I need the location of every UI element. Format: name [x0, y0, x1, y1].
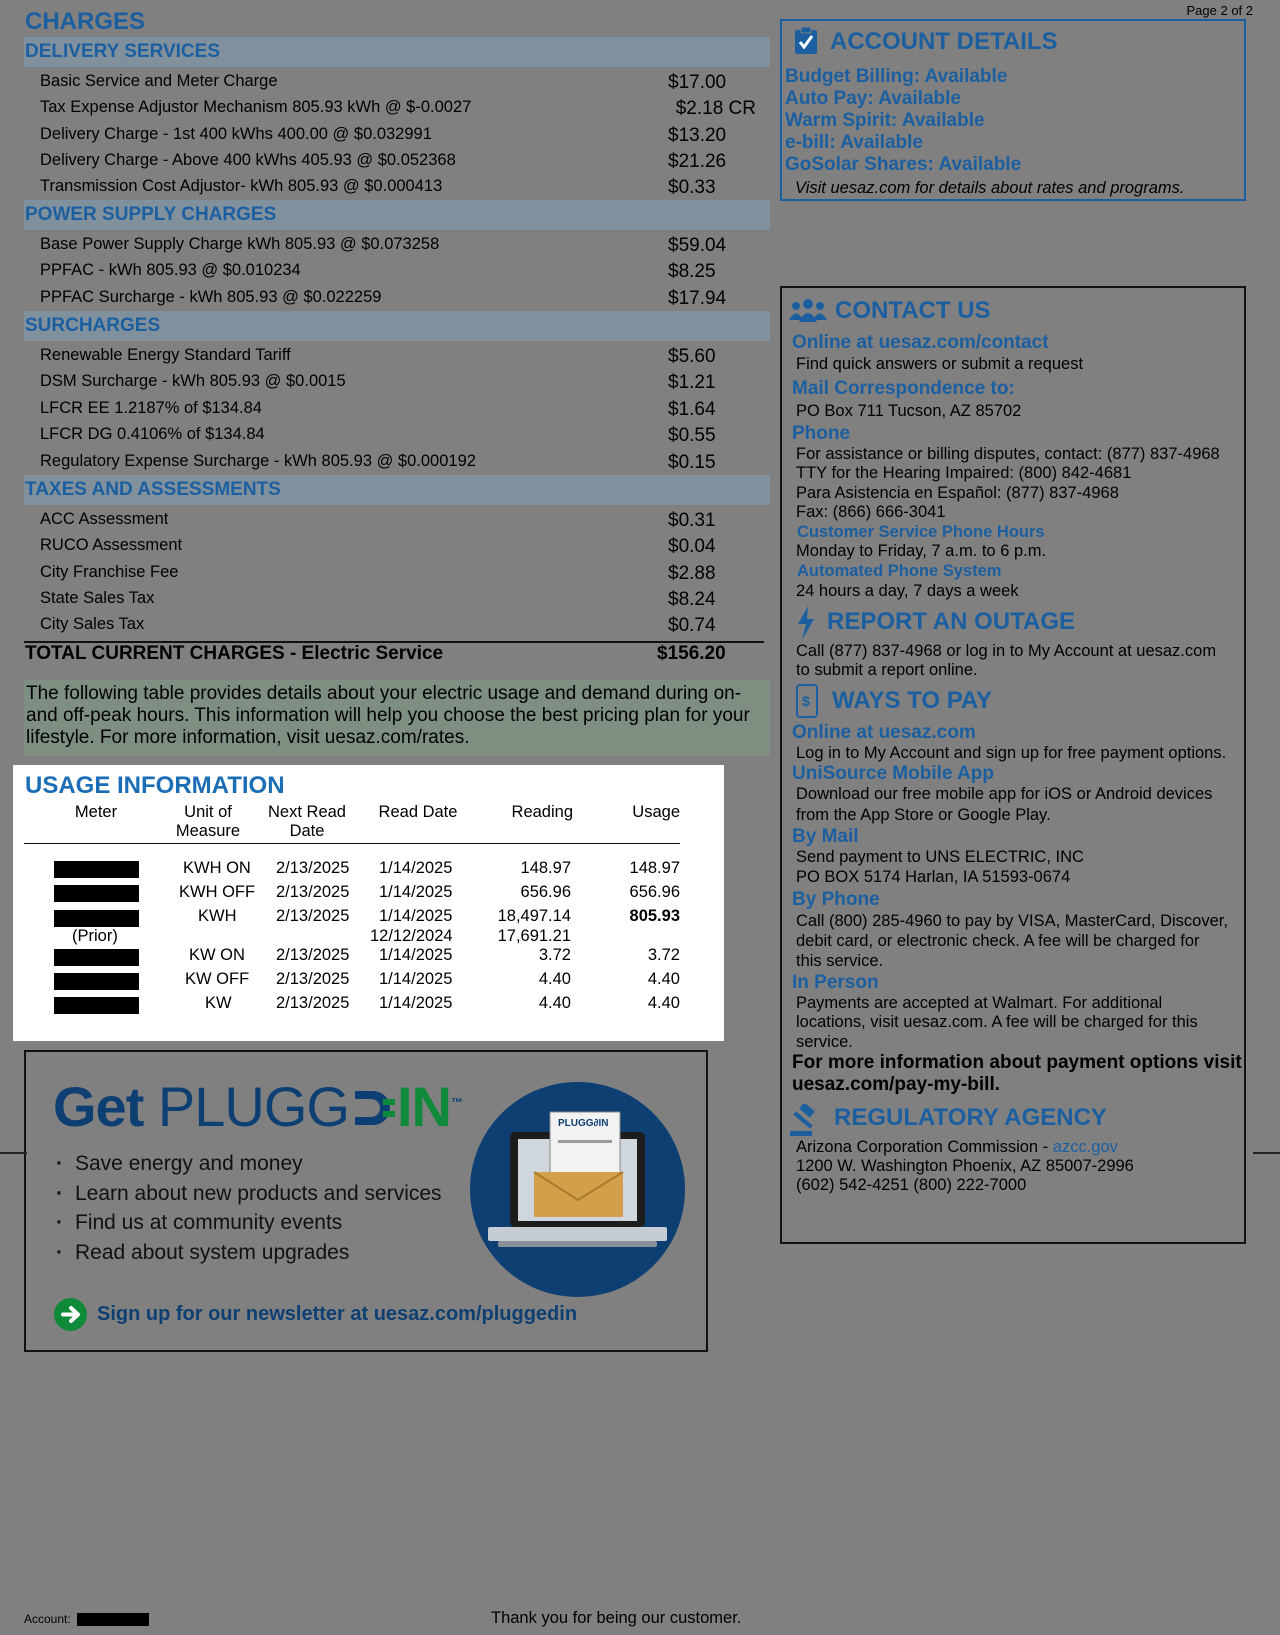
usage-cell: 656.96	[629, 883, 680, 901]
unit-cell: KWH ON	[183, 859, 251, 877]
list-item: · Find us at community events	[56, 1211, 442, 1241]
unit-cell: KW ON	[189, 946, 245, 964]
taxes-heading: TAXES AND ASSESSMENTS	[24, 475, 770, 505]
gavel-icon	[790, 1104, 824, 1141]
phone-line: TTY for the Hearing Impaired: (800) 842-4681	[796, 464, 1132, 482]
phone-hours-heading: Customer Service Phone Hours	[797, 523, 1045, 541]
read-date-cell: 1/14/2025	[379, 907, 453, 925]
fold-mark	[0, 1152, 27, 1154]
col-next-read: Next Read Date	[268, 803, 346, 840]
newsletter-link[interactable]: Sign up for our newsletter at uesaz.com/pluggedin	[97, 1303, 578, 1325]
power-supply-heading: POWER SUPPLY CHARGES	[24, 200, 770, 230]
redacted-meter	[54, 949, 139, 966]
usage-title: USAGE INFORMATION	[25, 772, 285, 799]
ways-to-pay-title: WAYS TO PAY	[832, 687, 993, 714]
delivery-services-heading: DELIVERY SERVICES	[24, 37, 770, 67]
list-item: · Learn about new products and services	[56, 1182, 442, 1212]
regulatory-phones: (602) 542-4251 (800) 222-7000	[796, 1176, 1027, 1194]
next-read-cell: 2/13/2025	[276, 946, 350, 964]
usage-cell: 4.40	[647, 994, 680, 1012]
contact-panel	[780, 286, 1246, 1244]
mail-address: PO Box 711 Tucson, AZ 85702	[796, 402, 1022, 420]
account-detail-item: Warm Spirit: Available	[785, 110, 985, 131]
account-details-title: ACCOUNT DETAILS	[830, 28, 1058, 55]
by-phone-text: Call (800) 285-4960 to pay by VISA, MasterCard, Discover,	[796, 912, 1228, 930]
reading-cell: 148.97	[520, 859, 571, 877]
reading-cell: 656.96	[520, 883, 571, 901]
account-label: Account:	[24, 1612, 71, 1626]
redacted-account-number	[77, 1613, 149, 1626]
outage-title: REPORT AN OUTAGE	[827, 608, 1076, 635]
next-read-cell: 2/13/2025	[276, 994, 350, 1012]
reading-cell: 4.40	[538, 994, 571, 1012]
col-usage: Usage	[632, 803, 680, 821]
read-date-cell: 1/14/2025	[379, 994, 453, 1012]
reading-cell: 18,497.14	[497, 907, 571, 925]
account-details-panel	[780, 19, 1246, 201]
in-person-heading: In Person	[792, 972, 879, 993]
pluggedin-logo: Get PLUGG IN™	[53, 1075, 462, 1138]
payment-more-info: For more information about payment options visit	[792, 1052, 1242, 1073]
account-visit-note: Visit uesaz.com for details about rates and programs.	[795, 179, 1185, 197]
plug-icon	[349, 1087, 397, 1129]
unit-cell: KWH OFF	[179, 883, 256, 901]
by-phone-text: debit card, or electronic check. A fee will be charged for	[796, 932, 1200, 950]
svg-text:$: $	[802, 693, 810, 709]
read-date-cell: 1/14/2025	[379, 883, 453, 901]
phone-pay-icon	[796, 684, 818, 723]
list-item: · Save energy and money	[56, 1152, 442, 1182]
screen-logo: PLUGG∂IN	[558, 1118, 609, 1129]
by-phone-heading: By Phone	[792, 889, 880, 910]
people-icon	[789, 298, 827, 329]
phone-line: Para Asistencia en Español: (877) 837-4968	[796, 484, 1119, 502]
by-mail-heading: By Mail	[792, 826, 859, 847]
redacted-meter	[54, 861, 139, 878]
phone-hours-text: Monday to Friday, 7 a.m. to 6 p.m.	[796, 542, 1047, 560]
surcharges-heading: SURCHARGES	[24, 311, 770, 341]
account-detail-item: Budget Billing: Available	[785, 66, 1008, 87]
regulatory-address: 1200 W. Washington Phoenix, AZ 85007-2996	[796, 1157, 1134, 1175]
col-reading: Reading	[511, 803, 573, 821]
reading-cell: 4.40	[538, 970, 571, 988]
table-header-divider	[24, 843, 680, 844]
by-mail-text: Send payment to UNS ELECTRIC, INC	[796, 848, 1084, 866]
usage-cell: 805.93	[629, 907, 680, 925]
next-read-cell: 2/13/2025	[276, 859, 350, 877]
mail-heading: Mail Correspondence to:	[792, 378, 1015, 399]
account-detail-item: Auto Pay: Available	[785, 88, 961, 109]
pluggedin-ad	[24, 1050, 708, 1352]
mobile-app-text: Download our free mobile app for iOS or Android devices	[796, 785, 1213, 803]
laptop-illustration	[470, 1082, 685, 1297]
in-person-text: locations, visit uesaz.com. A fee will be charged for this	[796, 1013, 1198, 1031]
in-person-text: Payments are accepted at Walmart. For additional	[796, 994, 1163, 1012]
list-item: · Read about system upgrades	[56, 1241, 442, 1271]
contact-online-link[interactable]: Online at uesaz.com/contact	[792, 332, 1049, 353]
phone-heading: Phone	[792, 423, 851, 444]
azcc-link[interactable]: azcc.gov	[1052, 1138, 1118, 1156]
pay-online-link[interactable]: Online at uesaz.com	[792, 722, 976, 743]
contact-online-text: Find quick answers or submit a request	[796, 355, 1084, 373]
redacted-meter	[54, 997, 139, 1014]
thank-you-message: Thank you for being our customer.	[491, 1609, 742, 1627]
read-date-cell: 1/14/2025	[379, 946, 453, 964]
next-read-cell: 2/13/2025	[276, 883, 350, 901]
lightning-icon	[796, 606, 816, 645]
pay-online-text: Log in to My Account and sign up for free payment options.	[796, 744, 1227, 762]
reading-cell: 3.72	[538, 946, 571, 964]
col-unit: Unit of Measure	[175, 803, 241, 840]
usage-cell: 4.40	[647, 970, 680, 988]
checklist-icon	[794, 27, 818, 60]
outage-text: to submit a report online.	[796, 661, 978, 679]
phone-line: For assistance or billing disputes, contact: (877) 837-4968	[796, 445, 1220, 463]
phone-line: Fax: (866) 666-3041	[796, 503, 946, 521]
by-mail-text: PO BOX 5174 Harlan, IA 51593-0674	[796, 868, 1071, 886]
read-date-cell: 1/14/2025	[379, 970, 453, 988]
unit-cell: KW	[205, 994, 232, 1012]
payment-more-info-link[interactable]: uesaz.com/pay-my-bill.	[792, 1074, 1001, 1095]
charges-title: CHARGES	[25, 8, 146, 35]
usage-cell: 148.97	[629, 859, 680, 877]
usage-note: The following table provides details about your electric usage and demand during on- and off-peak hours. This information will help you choose the best pricing plan for your lifestyle. For more information, visit uesaz.com/rates.	[24, 680, 770, 756]
ad-bullets	[56, 1152, 442, 1270]
next-read-cell: 2/13/2025	[276, 907, 350, 925]
page-number: Page 2 of 2	[1186, 3, 1253, 18]
usage-information-table	[13, 765, 724, 1041]
arrow-right-icon	[54, 1298, 87, 1331]
prior-label: (Prior)	[72, 927, 118, 945]
contact-title: CONTACT US	[835, 297, 991, 324]
outage-text: Call (877) 837-4968 or log in to My Account at uesaz.com	[796, 642, 1217, 660]
next-read-cell: 2/13/2025	[276, 970, 350, 988]
read-date-cell: 1/14/2025	[379, 859, 453, 877]
redacted-meter	[54, 973, 139, 990]
redacted-meter	[54, 910, 139, 927]
usage-cell: 3.72	[647, 946, 680, 964]
redacted-meter	[54, 885, 139, 902]
unit-cell: KWH	[198, 907, 237, 925]
total-amount: $156.20	[657, 643, 726, 664]
fold-mark	[1253, 1152, 1280, 1154]
automated-phone-heading: Automated Phone System	[797, 562, 1002, 580]
total-label: TOTAL CURRENT CHARGES - Electric Service	[25, 643, 444, 664]
col-read-date: Read Date	[378, 803, 458, 821]
by-phone-text: this service.	[796, 952, 884, 970]
regulatory-name: Arizona Corporation Commission - azcc.gov	[796, 1138, 1118, 1156]
prior-reading: 17,691.21	[497, 927, 571, 945]
regulatory-title: REGULATORY AGENCY	[834, 1104, 1107, 1131]
in-person-text: service.	[796, 1033, 853, 1051]
prior-read-date: 12/12/2024	[370, 927, 453, 945]
mobile-app-heading: UniSource Mobile App	[792, 763, 994, 784]
automated-phone-text: 24 hours a day, 7 days a week	[796, 582, 1019, 600]
mobile-app-text: from the App Store or Google Play.	[796, 806, 1051, 824]
account-detail-item: GoSolar Shares: Available	[785, 154, 1022, 175]
col-meter: Meter	[74, 803, 118, 821]
account-detail-item: e-bill: Available	[785, 132, 923, 153]
unit-cell: KW OFF	[185, 970, 250, 988]
